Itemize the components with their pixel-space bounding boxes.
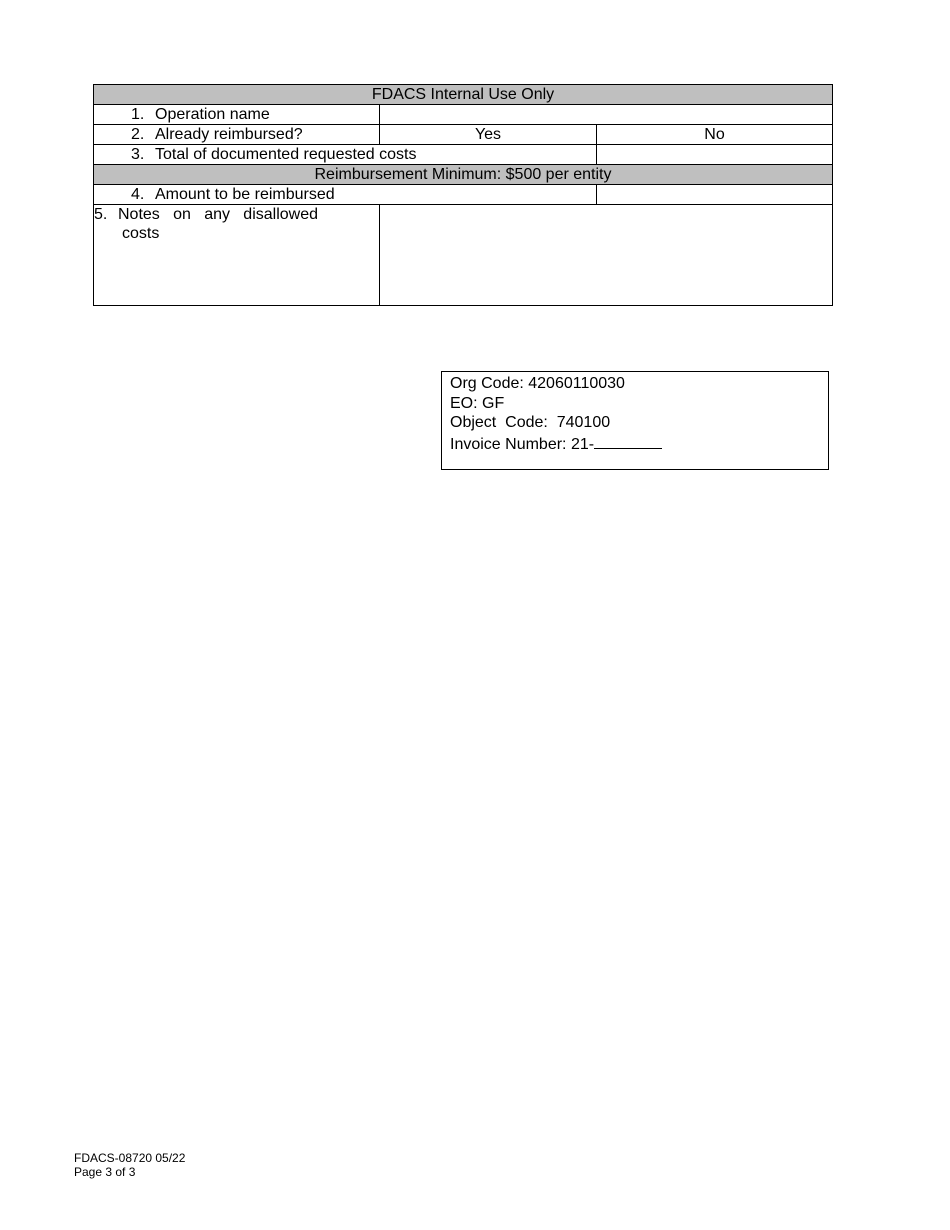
table-row (94, 205, 833, 306)
page-number: Page 3 of 3 (74, 1165, 136, 1179)
amount-reimbursed-label: 4. Amount to be reimbursed (94, 185, 597, 205)
accounting-code-box (441, 371, 829, 470)
internal-use-table (93, 84, 833, 306)
operation-name-field[interactable] (380, 105, 833, 125)
invoice-number: Invoice Number: 21- (450, 433, 820, 455)
total-costs-field[interactable] (597, 145, 833, 165)
reimbursement-minimum-banner: Reimbursement Minimum: $500 per entity (94, 165, 833, 185)
table-header-row (94, 85, 833, 105)
already-reimbursed-label: 2. Already reimbursed? (94, 125, 380, 145)
total-costs-label: 3. Total of documented requested costs (94, 145, 597, 165)
operation-name-label: 1. Operation name (94, 105, 380, 125)
table-title: FDACS Internal Use Only (94, 85, 833, 105)
object-code: Object Code: 740100 (450, 414, 611, 431)
eo-code: EO: GF (450, 394, 505, 412)
form-number: FDACS-08720 05/22 (74, 1151, 186, 1165)
minimum-banner-row (94, 165, 833, 185)
table-row (94, 105, 833, 125)
org-code: Org Code: 42060110030 (450, 375, 625, 392)
amount-reimbursed-field[interactable] (597, 185, 833, 205)
page-footer (74, 1151, 185, 1179)
notes-field[interactable] (380, 205, 833, 306)
reimbursed-no-option[interactable]: No (597, 125, 833, 145)
table-row (94, 185, 833, 205)
reimbursed-yes-option[interactable]: Yes (380, 125, 597, 145)
table-row (94, 145, 833, 165)
invoice-number-blank[interactable] (594, 433, 662, 449)
notes-label: 5. Notes on any disallowed costs (94, 205, 380, 306)
table-row (94, 125, 833, 145)
